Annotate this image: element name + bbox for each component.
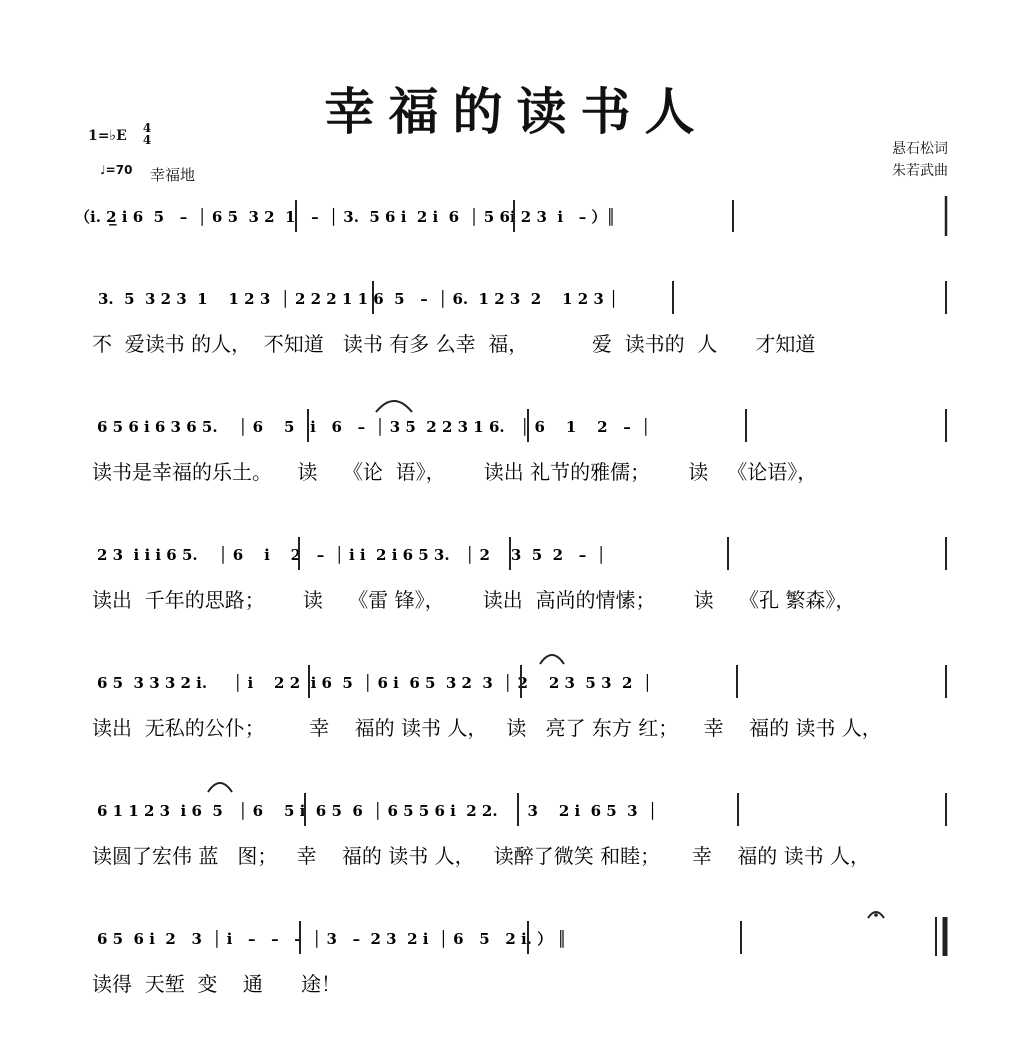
notation-row-3: 2 3 i i i 6 5. │ 6 i 2 – │ i i 2 i 6 5 3. │ 2 3 5 2 – │ [97, 546, 606, 564]
tempo-marking: ♩=70 [100, 163, 133, 177]
meter-top: 4 [142, 121, 152, 135]
composer-credit: 朱若武曲 [892, 163, 948, 179]
lyrics-row-3: 读出 千年的思路； 读 《雷 锋》， 读出 高尚的情愫； 读 《孔 繁森》， [92, 588, 856, 612]
expression-marking: 幸福地 [150, 166, 196, 184]
song-title: 幸福的读书人 [324, 82, 709, 141]
notation-row-6: 6 5 6 i 2 3 │ i – – – │ 3 – 2 3 2 i │ 6 5 2 i. ） ║ [97, 930, 567, 948]
fermata-slur [208, 783, 232, 792]
notation-row-0: （i. 2̲ i 6 5 – │ 6 5 3 2 1 – │ 3. 5 6 i 2 i 6 │ 5 6i 2 3 i – ）║ [75, 208, 616, 226]
notation-row-2: 6 5 6 i 6 3 6 5. │ 6 5 i 6 – │ 3 5 2 2 3 1 6. │ 6 1 2 – │ [97, 418, 651, 436]
lyrics-row-5: 读圆了宏伟 蓝 图； 幸 福的 读书 人， 读醉了微笑 和睦； 幸 福的 读书 人， [92, 844, 871, 868]
fermata-dot [874, 913, 878, 917]
lyrics-row-4: 读出 无私的公仆； 幸 福的 读书 人， 读 亮了 东方 红； 幸 福的 读书 人， [92, 716, 882, 740]
lyrics-row-1: 不 爱读书 的人， 不知道 读书 有多 么幸 福， 爱 读书的 人 才知道 [92, 332, 816, 356]
lyrics-row-6: 读得 天堑 变 通 途！ [92, 972, 342, 996]
key-signature: 1=♭E [88, 128, 127, 144]
slur [376, 401, 412, 412]
fermata-slur [540, 655, 564, 664]
lyrics-row-2: 读书是幸福的乐土。 读 《论 语》， 读出 礼节的雅儒； 读 《论语》， [92, 460, 818, 484]
meter-bottom: 4 [142, 133, 152, 147]
notation-row-4: 6 5 3 3 3 2 i. │ i 2 2 i 6 5 │ 6 i 6 5 3 2 3 │ 2 2 3 5 3 2 │ [97, 674, 652, 692]
lyricist-credit: 悬石松词 [892, 141, 948, 157]
notation-row-1: 3. 5 3 2 3 1 1 2 3 │ 2 2 2 1 1 6 5 – │ 6. 1 2 3 2 1 2 3 │ [98, 290, 619, 308]
notation-row-5: 6 1 1 2 3 i 6 5 │ 6 5 i 6 5 6 │ 6 5 5 6 i 2 2. │ 3 2 i 6 5 3 │ [97, 802, 658, 820]
